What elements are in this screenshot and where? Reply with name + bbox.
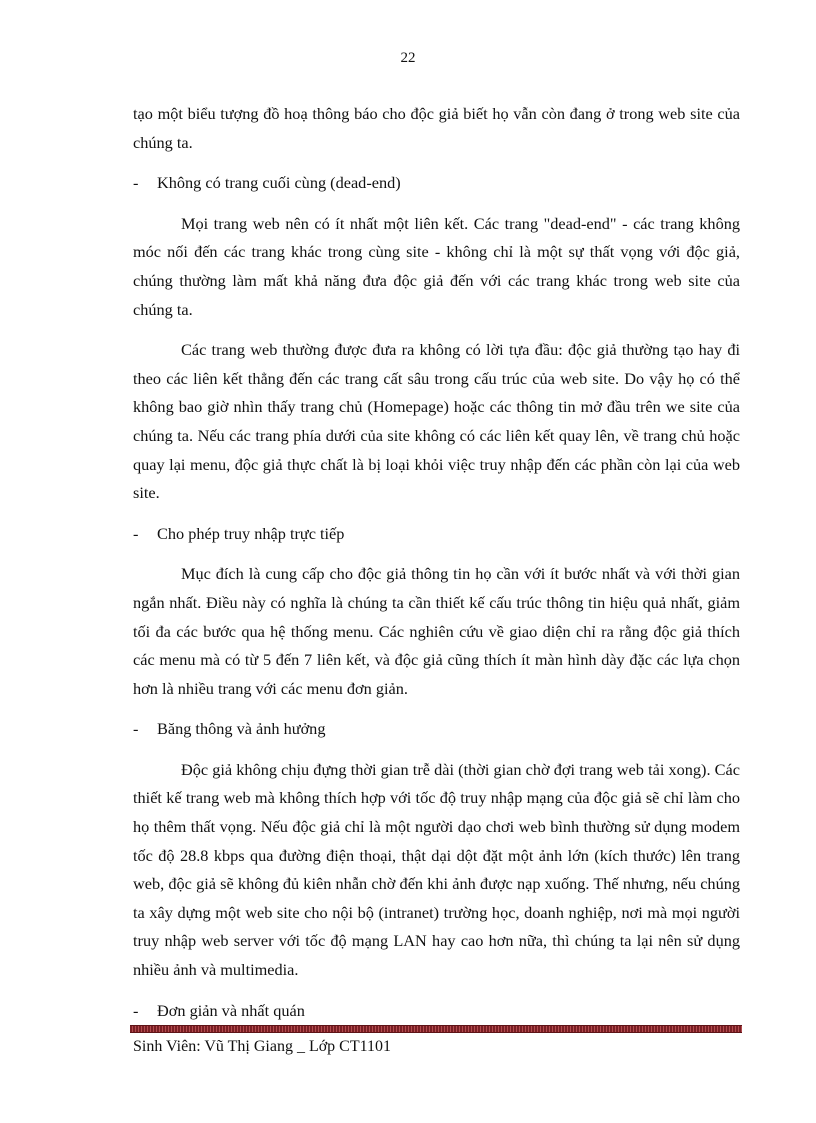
paragraph-dead-end-1: Mọi trang web nên có ít nhất một liên kết. Các trang "dead-end" - các trang không móc nối đến các trang khác trong cùng site - không chỉ là một sự thất vọng với độc giả, chúng thường làm mất khả năng đưa độc giả đến với các trang khác trong web site của chúng ta. [133,213,740,319]
page-number: 22 [400,50,416,66]
bullet-text: Cho phép truy nhập trực tiếp [157,523,345,543]
footer-divider [130,1025,742,1033]
paragraph-continuation: tạo một biểu tượng đồ hoạ thông báo cho độc giả biết họ vẫn còn đang ở trong web site của chúng ta. [133,104,740,152]
bullet-dash: - [133,523,139,543]
bullet-direct-access [133,520,740,549]
paragraph-direct-access: Mục đích là cung cấp cho độc giả thông tin họ cần với ít bước nhất và với thời gian ngắn nhất. Điều này có nghĩa là chúng ta cần thiết kế cấu trúc thông tin hiệu quả nhất, giảm tối đa các bước qua hệ thống menu. Các nghiên cứu về giao diện chỉ ra rằng độc giả thích các menu mà có từ 5 đến 7 liên kết, và độc giả cũng thích ít màn hình dày đặc các lựa chọn hơn là nhiều trang với các menu đơn giản. [133,564,740,698]
bullet-dash: - [133,719,139,739]
bullet-dash: - [133,1000,139,1020]
bullet-text: Băng thông và ảnh hưởng [157,719,326,739]
bullet-dash: - [133,173,139,193]
bullet-text: Không có trang cuối cùng (dead-end) [157,173,401,193]
bullet-text: Đơn giản và nhất quán [157,1000,305,1020]
footer-student-info: Sinh Viên: Vũ Thị Giang _ Lớp CT1101 [133,1038,392,1055]
paragraph-bandwidth: Độc giả không chịu đựng thời gian trễ dài (thời gian chờ đợi trang web tải xong). Các thiết kế trang web mà không thích hợp với tốc độ truy nhập mạng của độc giả sẽ chỉ làm cho họ thêm thất vọng. Nếu độc giả chỉ là một người dạo chơi web bình thường sử dụng modem tốc độ 28.8 kbps qua đường điện thoại, thật dại dột đặt một ảnh lớn (kích thước) lên trang web, độc giả sẽ không đủ kiên nhẫn chờ đến khi ảnh được nạp xuống. Thế nhưng, nếu chúng ta xây dựng một web site cho nội bộ (intranet) trường học, doanh nghiệp, nơi mà mọi người truy nhập web server với tốc độ mạng LAN hay cao hơn nữa, thì chúng ta lại nên sử dụng nhiều ảnh và multimedia. [133,759,740,980]
paragraph-dead-end-2: Các trang web thường được đưa ra không có lời tựa đầu: độc giả thường tạo hay đi theo các liên kết thẳng đến các trang cất sâu trong cấu trúc của web site. Do vậy họ có thể không bao giờ nhìn thấy trang chủ (Homepage) hoặc các thông tin mở đầu trên we site của chúng ta. Nếu các trang phía dưới của site không có các liên kết quay lên, về trang chủ hoặc quay lại menu, độc giả thực chất là bị loại khỏi việc truy nhập đến các phần còn lại của web site. [133,340,740,503]
bullet-simple-consistent [133,997,740,1026]
bullet-dead-end [133,169,740,198]
bullet-bandwidth [133,715,740,744]
document-body [133,100,740,1037]
